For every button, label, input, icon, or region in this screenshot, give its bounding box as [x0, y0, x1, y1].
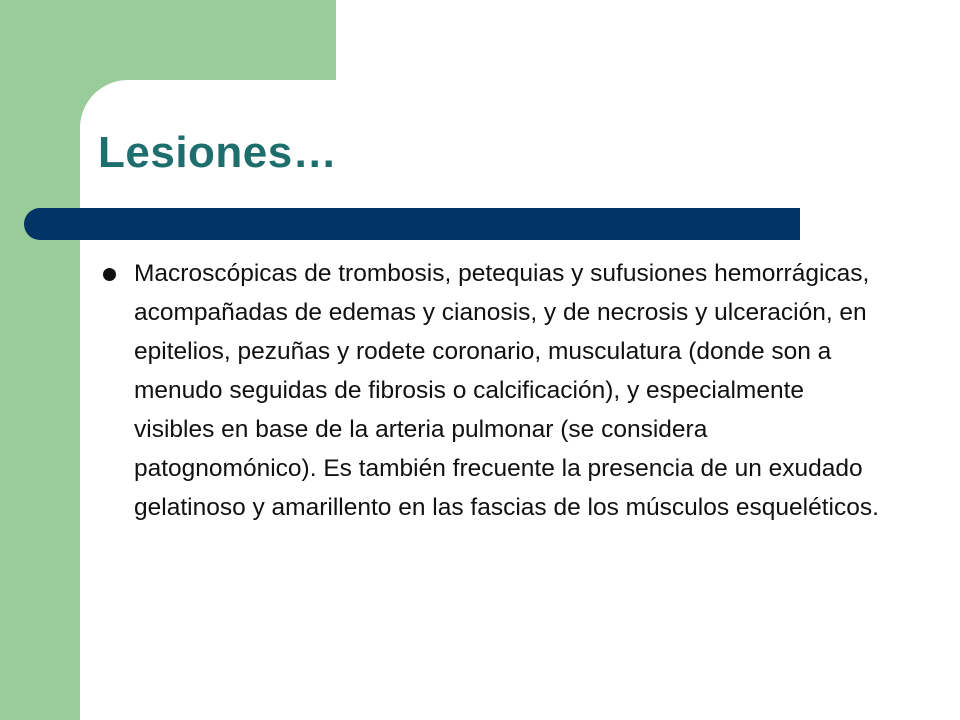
bullet-dot-icon — [103, 268, 116, 281]
slide-title: Lesiones… — [98, 128, 338, 177]
bullet-item — [100, 254, 890, 527]
bullet-text: Macroscópicas de trombosis, petequias y sufusiones hemorrágicas, acompañadas de edemas y cianosis, y de necrosis y ulceración, en epitelios, pezuñas y rodete coronario, musculatura (donde son a menudo seguidas de fibrosis o calcificación), y especialmente visibles en base de la arteria pulmonar (se considera patognomónico). Es también frecuente la presencia de un exudado gelatinoso y amarillento en las fascias de los músculos esqueléticos. — [134, 260, 879, 521]
title-underline-bar — [24, 208, 800, 240]
bullet-list — [100, 254, 890, 527]
